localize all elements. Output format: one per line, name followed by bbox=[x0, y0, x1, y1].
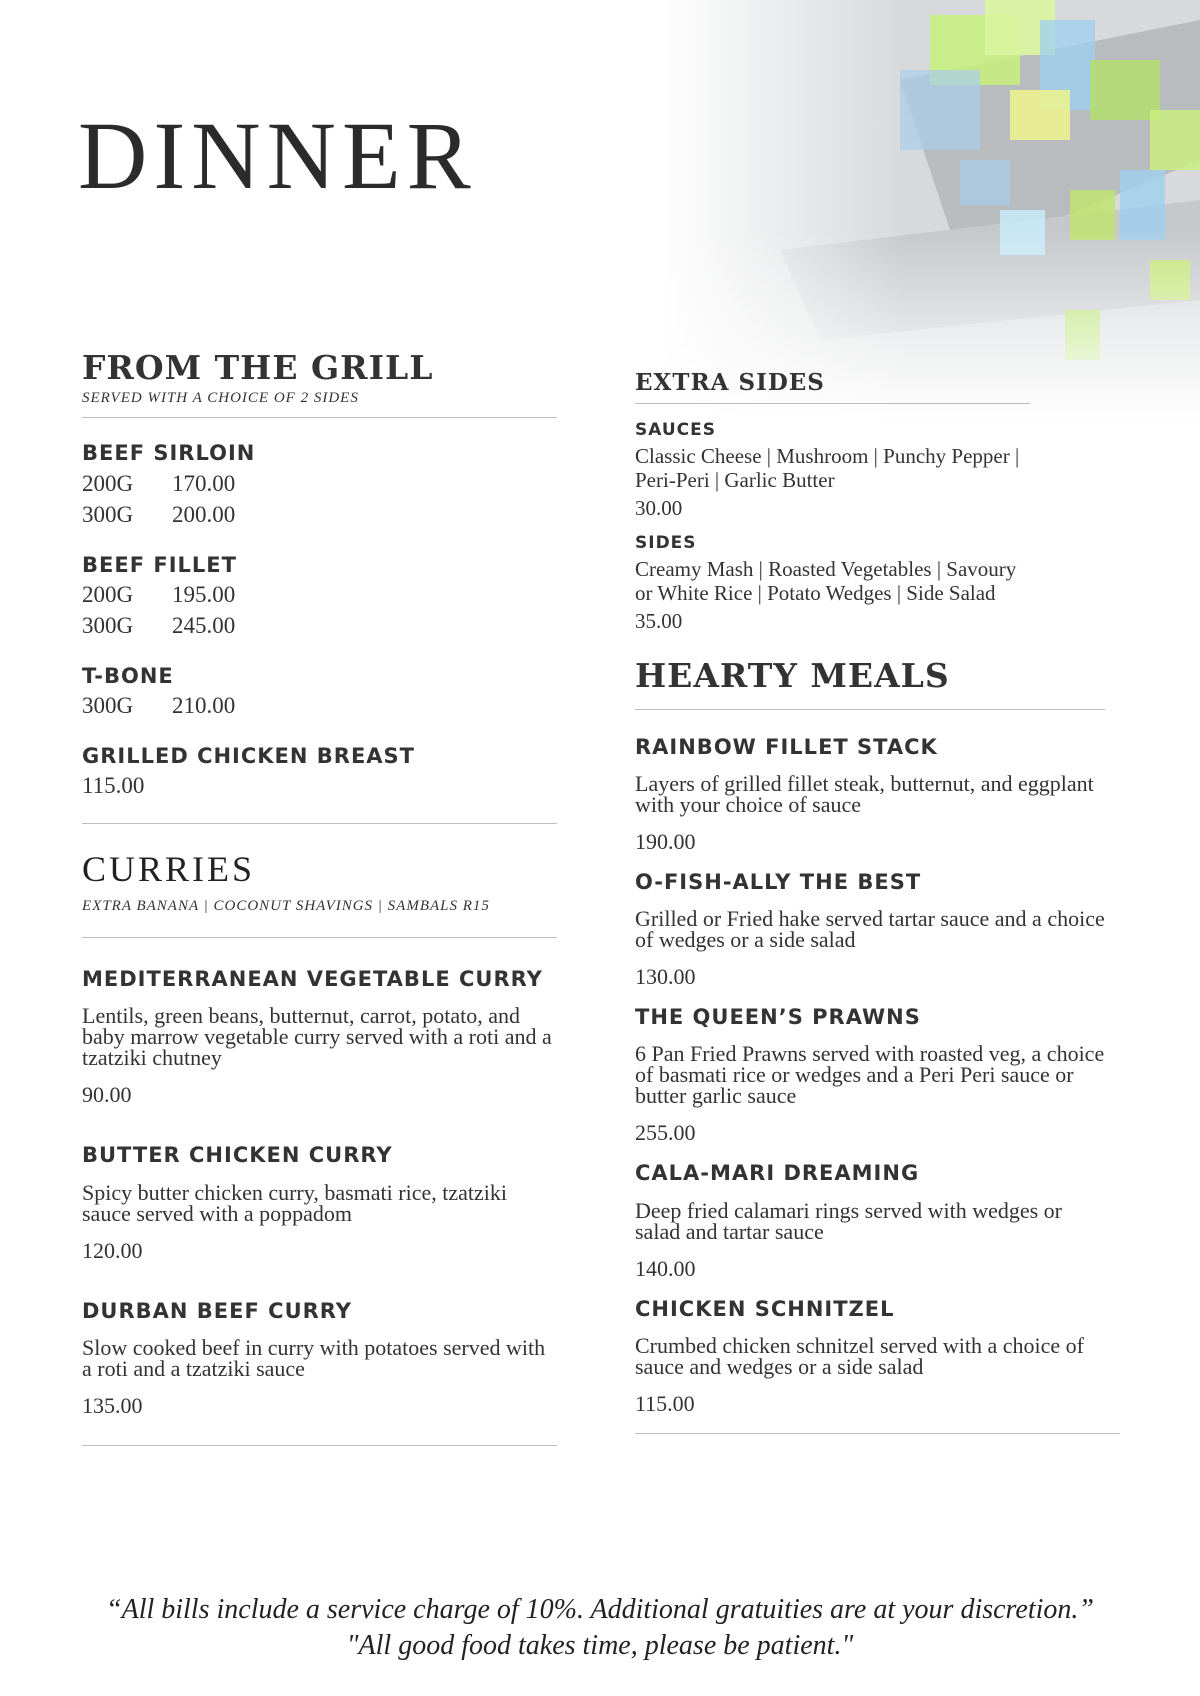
divider bbox=[635, 1433, 1120, 1434]
item-name: DURBAN BEEF CURRY bbox=[82, 1298, 353, 1323]
item-name: MEDITERRANEAN VEGETABLE CURRY bbox=[82, 967, 543, 992]
menu-item bbox=[82, 966, 557, 1108]
item-weight: 300G bbox=[82, 501, 134, 527]
menu-item bbox=[82, 743, 557, 801]
item-price: 245.00 bbox=[172, 612, 236, 638]
item-price: 115.00 bbox=[635, 1391, 695, 1417]
sides-price: 35.00 bbox=[635, 609, 683, 634]
section-heading: EXTRA SIDES bbox=[635, 369, 825, 396]
item-weight: 300G bbox=[82, 612, 134, 638]
price-row bbox=[82, 468, 557, 499]
menu-item bbox=[82, 1298, 557, 1419]
divider bbox=[82, 823, 557, 824]
menu-item bbox=[635, 1296, 1110, 1417]
item-name: BEEF SIRLOIN bbox=[82, 441, 256, 466]
item-weight: 200G bbox=[82, 581, 134, 607]
sauces-heading: SAUCES bbox=[635, 420, 717, 441]
divider bbox=[82, 1445, 557, 1446]
item-description: Slow cooked beef in curry with potatoes served with a roti and a tzatziki sauce bbox=[82, 1334, 546, 1381]
section-from-the-grill bbox=[82, 350, 557, 824]
item-price: 135.00 bbox=[82, 1392, 143, 1418]
page-title: DINNER bbox=[78, 102, 477, 209]
item-name: GRILLED CHICKEN BREAST bbox=[82, 744, 416, 769]
item-description: Lentils, green beans, butternut, carrot, potato, and baby marrow vegetable curry served with a roti and a tzatziki chutney bbox=[82, 1003, 552, 1071]
item-name: CALA-MARI DREAMING bbox=[635, 1161, 920, 1186]
item-price: 90.00 bbox=[82, 1082, 132, 1108]
patience-note: "All good food takes time, please be patient." bbox=[346, 1630, 854, 1661]
item-name: T-BONE bbox=[82, 663, 174, 688]
item-price: 140.00 bbox=[635, 1255, 696, 1281]
price-row bbox=[82, 610, 557, 641]
item-price: 190.00 bbox=[635, 828, 696, 854]
section-hearty-meals bbox=[635, 658, 1110, 1434]
sides-heading: SIDES bbox=[635, 533, 697, 554]
item-name: CHICKEN SCHNITZEL bbox=[635, 1296, 895, 1321]
item-price: 120.00 bbox=[82, 1237, 143, 1263]
menu-item bbox=[82, 1142, 557, 1263]
price-row bbox=[82, 499, 557, 530]
left-column bbox=[82, 350, 557, 1446]
menu-item bbox=[635, 1004, 1110, 1146]
item-price: 170.00 bbox=[172, 470, 236, 496]
divider bbox=[635, 403, 1030, 404]
service-charge-note: “All bills include a service charge of 10%. Additional gratuities are at your discretion.” bbox=[106, 1594, 1094, 1625]
section-curries bbox=[82, 850, 557, 1445]
sides-list: Creamy Mash | Roasted Vegetables | Savoury or White Rice | Potato Wedges | Side Salad bbox=[635, 557, 1017, 606]
menu-item bbox=[82, 440, 557, 529]
section-heading: CURRIES bbox=[82, 849, 256, 890]
divider bbox=[635, 709, 1105, 710]
item-description: Crumbed chicken schnitzel served with a choice of sauce and wedges or a side salad bbox=[635, 1333, 1085, 1380]
item-description: Spicy butter chicken curry, basmati rice, tzatziki sauce served with a poppadom bbox=[82, 1179, 507, 1226]
sauces-price: 30.00 bbox=[635, 496, 683, 521]
menu-item bbox=[82, 552, 557, 641]
price-row bbox=[82, 579, 557, 610]
section-subtitle: EXTRA BANANA | COCONUT SHAVINGS | SAMBALS R15 bbox=[82, 898, 490, 915]
item-name: RAINBOW FILLET STACK bbox=[635, 734, 938, 759]
item-description: 6 Pan Fried Prawns served with roasted veg, a choice of basmati rice or wedges and a Peri Peri sauce or butter garlic sauce bbox=[635, 1041, 1105, 1109]
section-extra-sides bbox=[635, 370, 1030, 634]
menu-item bbox=[635, 1160, 1110, 1281]
item-price: 130.00 bbox=[635, 964, 696, 990]
item-name: O-FISH-ALLY THE BEST bbox=[635, 869, 922, 894]
item-weight: 200G bbox=[82, 470, 134, 496]
item-description: Layers of grilled fillet steak, butternut, and eggplant with your choice of sauce bbox=[635, 770, 1094, 817]
menu-item bbox=[635, 869, 1110, 990]
section-heading: FROM THE GRILL bbox=[82, 348, 434, 387]
menu-item bbox=[82, 663, 557, 721]
item-price: 195.00 bbox=[172, 581, 236, 607]
item-name: THE QUEEN’S PRAWNS bbox=[635, 1005, 921, 1030]
footer-notes bbox=[0, 1592, 1200, 1664]
item-description: Deep fried calamari rings served with wedges or salad and tartar sauce bbox=[635, 1197, 1063, 1244]
item-weight: 300G bbox=[82, 693, 134, 719]
item-name: BUTTER CHICKEN CURRY bbox=[82, 1143, 393, 1168]
price-row bbox=[82, 690, 557, 721]
sauces-list: Classic Cheese | Mushroom | Punchy Pepper | Peri-Peri | Garlic Butter bbox=[635, 444, 1020, 493]
price-row bbox=[82, 770, 557, 801]
menu-item bbox=[635, 734, 1110, 855]
item-price: 210.00 bbox=[172, 693, 236, 719]
right-column bbox=[635, 370, 1135, 1434]
item-price: 200.00 bbox=[172, 501, 236, 527]
item-price: 255.00 bbox=[635, 1120, 696, 1146]
divider bbox=[82, 937, 557, 938]
section-subtitle: SERVED WITH A CHOICE OF 2 SIDES bbox=[82, 390, 359, 407]
section-heading: HEARTY MEALS bbox=[635, 656, 950, 696]
item-price: 115.00 bbox=[82, 773, 145, 799]
item-description: Grilled or Fried hake served tartar sauce and a choice of wedges or a side salad bbox=[635, 906, 1105, 953]
item-name: BEEF FILLET bbox=[82, 552, 237, 577]
divider bbox=[82, 417, 557, 418]
